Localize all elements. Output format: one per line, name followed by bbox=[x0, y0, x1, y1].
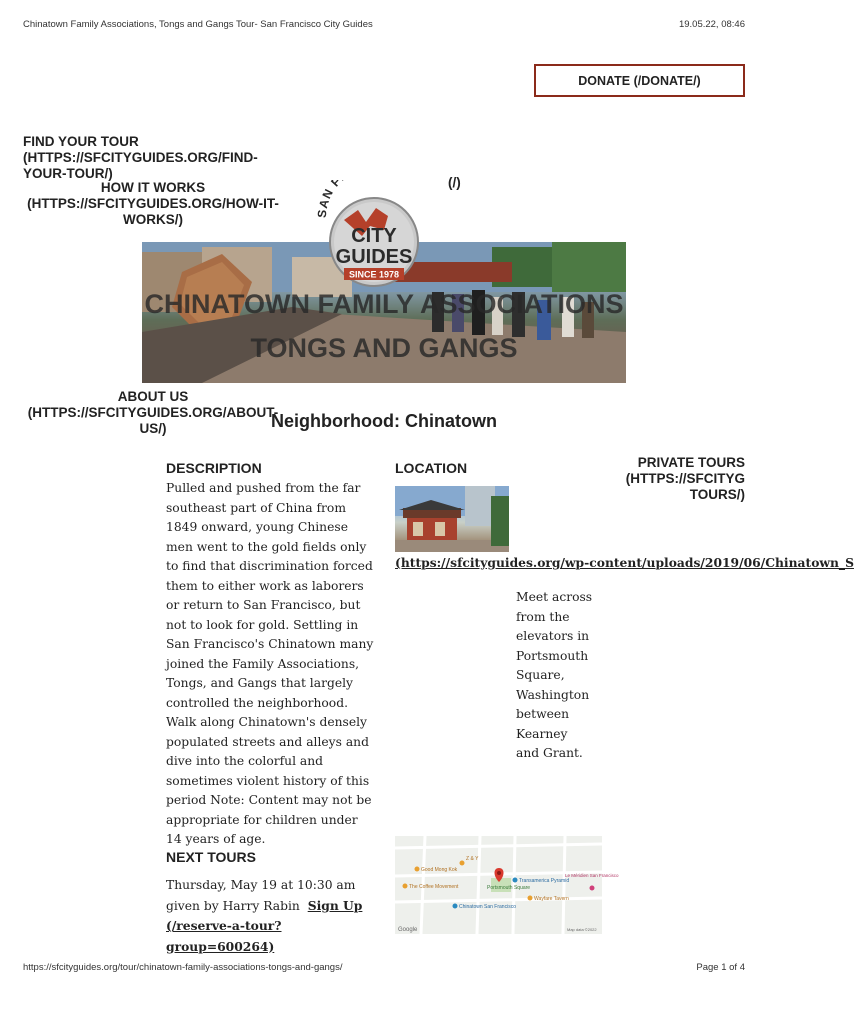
description-heading: DESCRIPTION bbox=[166, 460, 262, 476]
print-header-datetime: 19.05.22, 08:46 bbox=[678, 19, 745, 30]
map-label-8: Google bbox=[398, 927, 418, 933]
location-map[interactable] bbox=[395, 836, 619, 934]
map-label-6: Wayfare Tavern bbox=[534, 896, 569, 902]
next-tours-heading: NEXT TOURS bbox=[166, 849, 256, 865]
map-label-7: Chinatown San Francisco bbox=[459, 904, 516, 910]
location-heading: LOCATION bbox=[395, 460, 468, 476]
city-guides-logo[interactable] bbox=[314, 180, 434, 292]
map-label-1: Good Mong Kok bbox=[421, 867, 458, 873]
map-label-3: Le Méridien San Francisco bbox=[565, 873, 619, 878]
map-label-9: Map data ©2022 bbox=[567, 927, 597, 932]
description-text: Pulled and pushed from the far southeast part of China from 1849 onward, young Chinese men went to the gold fields only to find that discrimination forced them to either work as laborers or return to San Francisco, but not to look for gold. Settling in San Francisco's Chinatown many joined the Family Associations, Tongs, and Gangs that largely controlled the neighborhood. Walk along Chinatown's densely populated streets and alleys and dive into the colorful and sometimes violent history of this period Note: Content may not be appropriate for children under 14 years of age. bbox=[166, 481, 374, 846]
map-label-0: Z & Y bbox=[466, 856, 479, 862]
location-photo-scene bbox=[395, 486, 509, 552]
next-tours-text bbox=[166, 876, 376, 957]
logo-emblem bbox=[314, 180, 434, 292]
logo-since: SINCE 1978 bbox=[348, 269, 400, 280]
print-footer-url: https://sfcityguides.org/tour/chinatown-family-associations-tongs-and-gangs/ bbox=[23, 962, 343, 973]
nav-home-link[interactable]: (/) bbox=[448, 175, 461, 190]
page-title: CHINATOWN FAMILY ASSOCIATIONS TONGS AND GANGS bbox=[144, 289, 624, 363]
location-image-link[interactable]: (https://sfcityguides.org/wp-content/uploads/2019/06/Chinatown_S bbox=[395, 555, 854, 570]
map-label-4: The Coffee Movement bbox=[409, 884, 459, 890]
logo-line1: CITY bbox=[351, 225, 397, 247]
map-label-2: Transamerica Pyramid bbox=[519, 878, 570, 884]
meeting-point-text: Meet across from the elevators in Portsmouth Square, Washington between Kearney and Grant. bbox=[516, 590, 593, 760]
next-tour-details: Thursday, May 19 at 10:30 am given by Harry Rabin bbox=[166, 878, 356, 913]
logo-line2: GUIDES bbox=[335, 246, 413, 268]
print-header-title: Chinatown Family Associations, Tongs and Gangs Tour- San Francisco City Guides bbox=[23, 19, 373, 30]
print-footer-page: Page 1 of 4 bbox=[696, 962, 745, 973]
nav-about-us[interactable]: ABOUT US (HTTPS://SFCITYGUIDES.ORG/ABOUT-US/) bbox=[27, 389, 279, 436]
location-photo[interactable] bbox=[395, 486, 509, 552]
neighborhood-label: Neighborhood: Chinatown bbox=[271, 411, 497, 431]
nav-private-tours[interactable]: PRIVATE TOURS (HTTPS://SFCITYG TOURS/) bbox=[625, 455, 745, 502]
nav-find-your-tour[interactable]: FIND YOUR TOUR (HTTPS://SFCITYGUIDES.ORG/FIND-YOUR-TOUR/) bbox=[23, 134, 258, 181]
map-label-5: Portsmouth Square bbox=[487, 885, 531, 891]
logo-arc-text: SAN F bbox=[314, 180, 345, 219]
donate-button[interactable]: DONATE (/DONATE/) bbox=[534, 64, 745, 97]
sign-up-link[interactable]: Sign Up (/reserve-a-tour?group=600264) bbox=[166, 897, 363, 954]
nav-how-it-works[interactable]: HOW IT WORKS (HTTPS://SFCITYGUIDES.ORG/HOW-IT-WORKS/) bbox=[27, 180, 279, 227]
map-graphic bbox=[395, 836, 619, 934]
